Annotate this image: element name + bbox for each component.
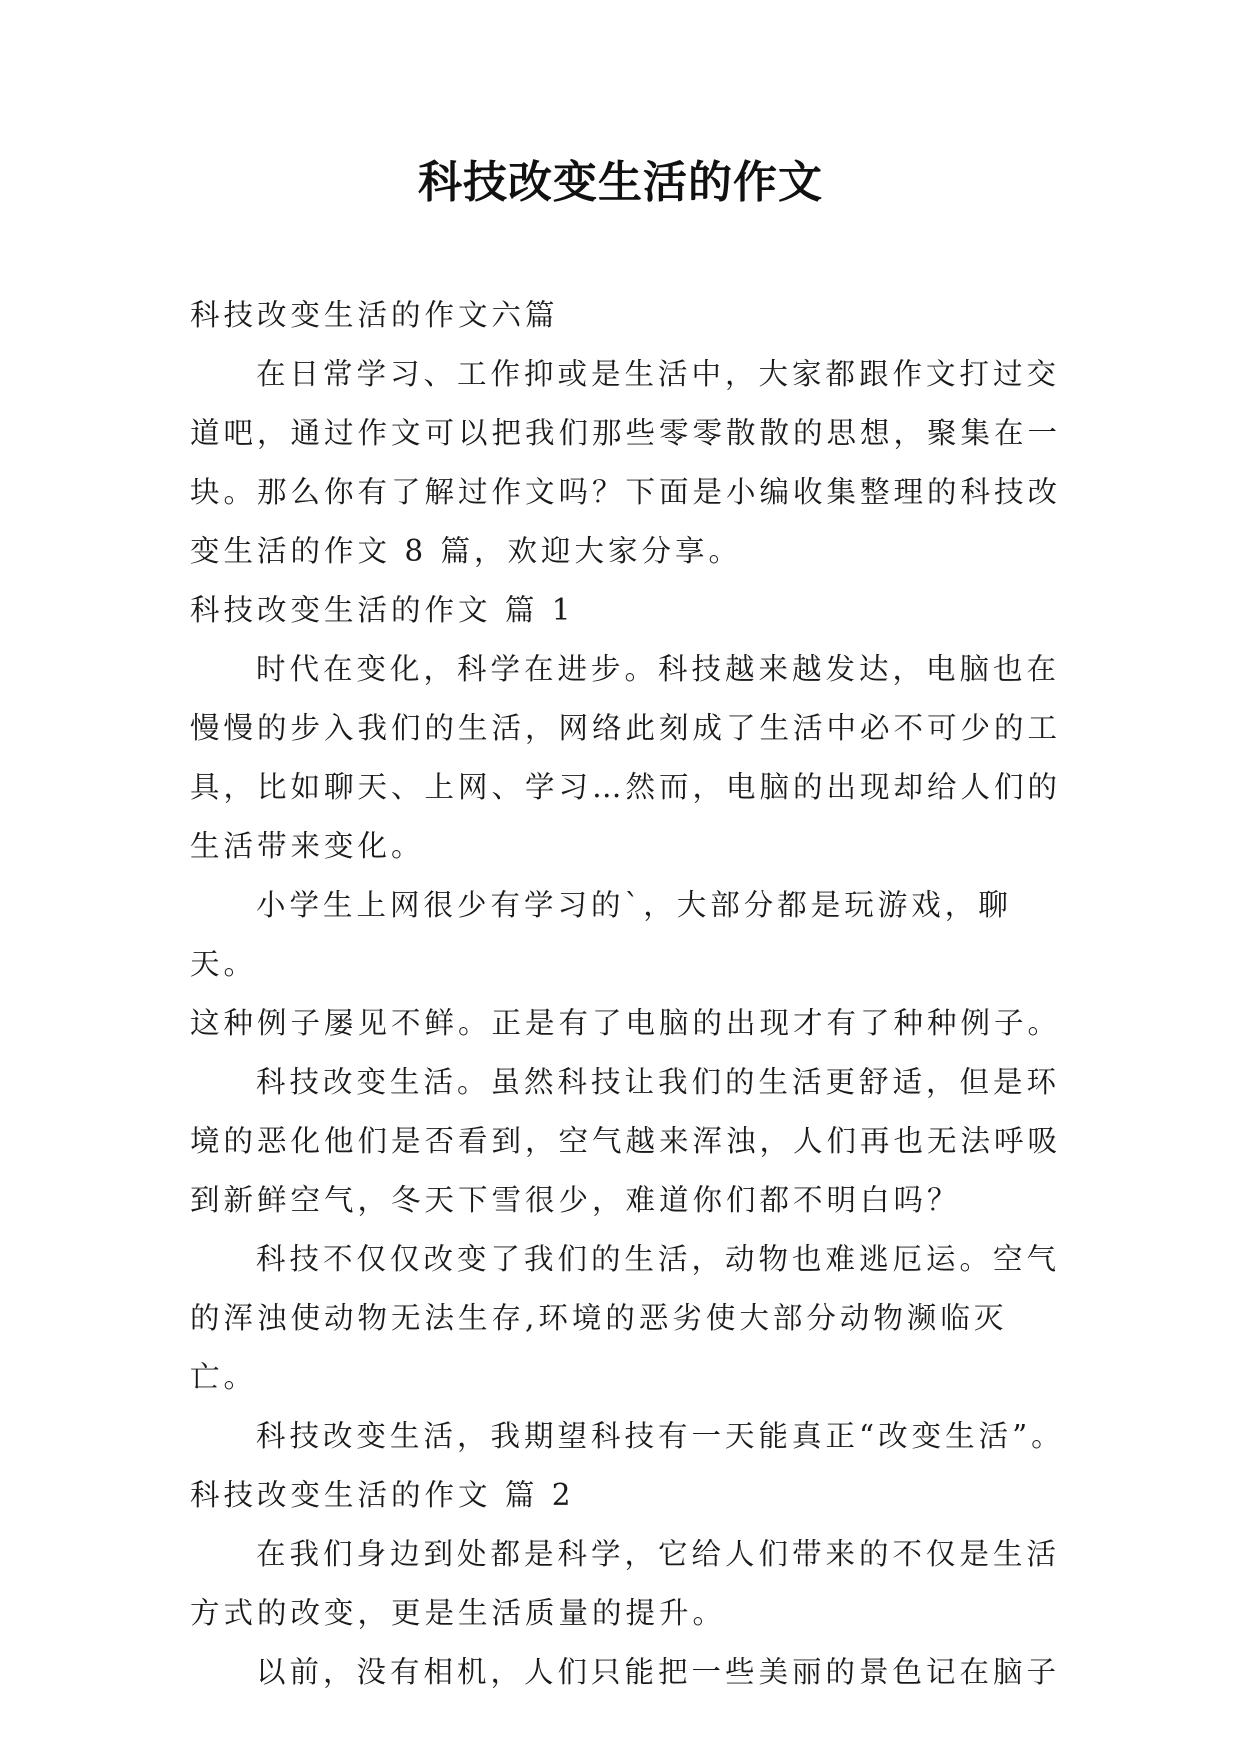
document-subtitle: 科技改变生活的作文六篇 bbox=[190, 298, 559, 332]
section-1-paragraph-5: 科技改变生活，我期望科技有一天能真正“改变生活”。 bbox=[256, 1419, 1065, 1453]
section-1-paragraph-1: 时代在变化，科学在进步。科技越来越发达，电脑也在 慢慢的步入我们的生活，网络此刻成了生活中必不可少的工 具，比如聊天、上网、学习…然而，电脑的出现却给人们的 生活带来变化。 bbox=[190, 652, 1062, 863]
section-1-paragraph-4: 科技不仅仅改变了我们的生活，动物也难逃厄运。空气 的浑浊使动物无法生存,环境的恶劣使大部分动物濒临灭亡。 bbox=[190, 1242, 1061, 1394]
document-body bbox=[190, 286, 1070, 1702]
document-title: 科技改变生活的作文 bbox=[418, 157, 823, 208]
section-2-paragraph-2: 以前，没有相机，人们只能把一些美丽的景色记在脑子 bbox=[256, 1655, 1061, 1689]
section-1-heading: 科技改变生活的作文 篇 1 bbox=[190, 593, 575, 627]
section-2-heading: 科技改变生活的作文 篇 2 bbox=[190, 1478, 575, 1512]
section-1-paragraph-2: 小学生上网很少有学习的`，大部分都是玩游戏，聊天。 这种例子屡见不鲜。正是有了电脑的出现才有了种种例子。 bbox=[190, 888, 1062, 1040]
intro-paragraph: 在日常学习、工作抑或是生活中，大家都跟作文打过交 道吧，通过作文可以把我们那些零零散散的思想，聚集在一 块。那么你有了解过作文吗？下面是小编收集整理的科技改 变生活的作文 8 篇，欢迎大家分享。 bbox=[190, 357, 1062, 568]
section-2-paragraph-1: 在我们身边到处都是科学，它给人们带来的不仅是生活 方式的改变，更是生活质量的提升。 bbox=[190, 1537, 1061, 1630]
section-1-paragraph-3: 科技改变生活。虽然科技让我们的生活更舒适，但是环 境的恶化他们是否看到，空气越来浑浊，人们再也无法呼吸 到新鲜空气，冬天下雪很少，难道你们都不明白吗？ bbox=[190, 1065, 1062, 1217]
